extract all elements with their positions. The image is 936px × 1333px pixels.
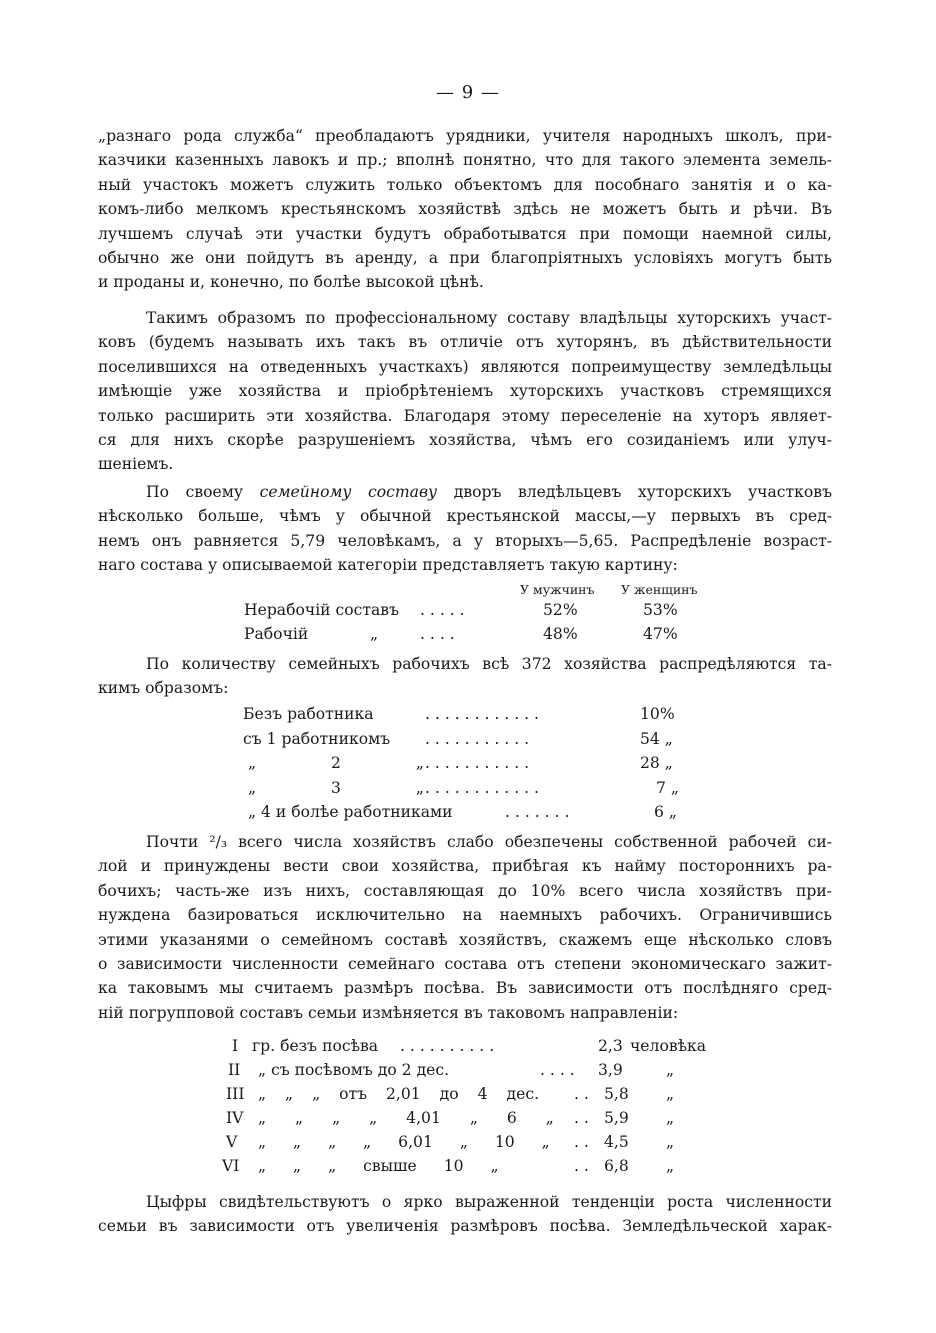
text-line: наго состава у описываемой категоріи представляетъ такую картину: [98,556,678,575]
table-row [0,1058,936,1082]
text-line: семьи въ зависимости отъ увеличенія размѣровъ посѣва. Земледѣльческой харак- [98,1217,832,1236]
text-line: немъ онъ равняется 5,79 человѣкамъ, а у вторыхъ—5,65. Распредѣленіе возраст- [98,531,832,550]
group-value: 2,3 [598,1037,623,1055]
row-dots: . . . . . . . . . . . . [425,705,540,723]
text-line: ковъ (будемъ называть ихъ такъ въ отличіе отъ хуторянъ, въ дѣйствительности [98,333,832,352]
emphasis-family-composition: семейному составу [259,483,438,501]
row-dots: . . [574,1157,589,1175]
row-dots: . . . . [540,1061,575,1079]
row-dots: . . [574,1109,589,1127]
group-unit: „ [666,1157,675,1175]
table-row [0,1130,936,1154]
text-line: обычно же они пойдутъ въ аренду, а при благопріятныхъ условіяхъ могутъ быть [98,249,832,268]
text-line: По своему семейному составу дворъ вледѣльцевъ хуторскихъ участковъ [146,483,832,501]
group-description: „ „ „ свыше 10 „ [258,1157,499,1175]
text-line: Цыфры свидѣтельствуютъ о ярко выраженной тенденціи роста численности [146,1193,832,1211]
group-numeral: II [228,1061,241,1079]
table-row [0,727,936,751]
row-label: „ 2 „ [248,754,424,772]
group-unit: „ [666,1061,675,1079]
column-header-women: У женщинъ [621,582,698,597]
text-line: этими указанями о семейномъ составѣ хозяйствъ, скажемъ еще нѣсколько словъ [98,930,832,949]
table-row [0,751,936,775]
text-line: ка таковымъ мы считаемъ размѣръ посѣва. Въ зависимости отъ послѣдняго сред- [98,979,832,998]
text-line: шеніемъ. [98,455,174,474]
row-value: 10% [640,705,675,723]
row-dots: . . . . . . . . . . . [425,754,530,772]
text-line: нѣсколько больше, чѣмъ у обычной крестьянской массы,—у первыхъ въ сред- [98,507,832,526]
text-line: казчики казенныхъ лавокъ и пр.; вполнѣ понятно, что для такого элемента земель- [98,151,832,170]
paragraph-3 [98,480,832,578]
group-description: „ „ „ „ 6,01 „ 10 „ [258,1133,550,1151]
group-description: гр. безъ посѣва [252,1037,379,1055]
group-numeral: VI [222,1157,240,1175]
text-line: ся для нихъ скорѣе разрушеніемъ хозяйства, чѣмъ его созиданіемъ или улуч- [98,431,832,450]
row-label: Нерабочій составъ [244,601,400,619]
text-line: комъ-либо мелкомъ крестьянскомъ хозяйствѣ здѣсь не можетъ быть и рѣчи. Въ [98,200,832,219]
row-label: Безъ работника [243,705,374,723]
row-label: Рабочій [244,625,309,643]
table-row [0,1082,936,1106]
row-dots: . . . . . . . . . . . . [425,779,540,797]
value-women: 53% [643,601,678,619]
group-unit: „ [666,1085,675,1103]
text-line: Такимъ образомъ по профессіональному составу владѣльцы хуторскихъ участ- [146,309,832,327]
text-line: „разнаго рода служба“ преобладаютъ урядники, учителя народныхъ школъ, при- [98,127,832,145]
value-men: 48% [543,625,578,643]
paragraph-6 [98,1190,832,1239]
value-women: 47% [643,625,678,643]
group-numeral: III [226,1085,245,1103]
row-value: 6 „ [654,803,677,821]
value-men: 52% [543,601,578,619]
text-line: Почти ²/₃ всего числа хозяйствъ слабо обезпечены собственной рабочей си- [146,833,832,851]
text-line: ній погрупповой составъ семьи измѣняется въ таковомъ направленіи: [98,1003,679,1022]
row-dots: . . . . . . . . . . [400,1037,495,1055]
row-label: „ 4 и болѣе работниками [248,803,453,821]
row-value: 54 „ [640,730,673,748]
group-numeral: I [232,1037,239,1055]
row-dots: . . [574,1085,589,1103]
group-value: 5,8 [604,1085,629,1103]
paragraph-5 [98,830,832,1025]
text-line: поселившихся на отведенныхъ участкахъ) являются попреимуществу земледѣльцы [98,357,832,376]
group-unit: „ [666,1109,675,1127]
group-value: 5,9 [604,1109,629,1127]
paragraph-4 [98,652,832,701]
text-line: только расширить эти хозяйства. Благодаря этому переселеніе на хуторъ являет- [98,406,832,425]
table-row [0,702,936,726]
paragraph-2 [98,306,832,477]
column-header-men: У мужчинъ [520,582,595,597]
text-line: кимъ образомъ: [98,679,229,698]
row-value: 28 „ [640,754,673,772]
group-numeral: V [226,1133,238,1151]
table-row [0,1106,936,1130]
text-line: бочихъ; часть-же изъ нихъ, составляющая до 10% всего числа хозяйствъ при- [98,881,832,900]
group-description: „ „ „ „ 4,01 „ 6 „ [258,1109,554,1127]
group-unit: человѣка [630,1037,707,1055]
row-dots: . . . . . . . . . . . [425,730,530,748]
row-dots: . . . . . . . [505,803,570,821]
text-line: ный участокъ можетъ служить только объектомъ для пособнаго занятія и о ка- [98,175,832,194]
text-line: лучшемъ случаѣ эти участки будутъ обработыватся при помощи наемной силы, [98,224,832,243]
group-description: „ съ посѣвомъ до 2 дес. [258,1061,450,1079]
group-description: „ „ „ отъ 2,01 до 4 дес. [258,1085,540,1103]
text-line: имѣющіе уже хозяйства и пріобрѣтеніемъ хуторскихъ участковъ стремящихся [98,382,832,401]
table-row [0,1154,936,1178]
table-row [0,776,936,800]
row-dots: . . . . [420,625,455,643]
table-row [0,622,936,646]
row-dots: . . . . . [420,601,465,619]
row-label: „ 3 „ [248,779,424,797]
ditto-mark: „ [370,625,379,643]
table-row [0,1034,936,1058]
row-label: съ 1 работникомъ [243,730,391,748]
page-number: — 9 — [436,82,500,103]
group-unit: „ [666,1133,675,1151]
row-dots: . . [574,1133,589,1151]
text-line: нуждена базироваться исключительно на наемныхъ рабочихъ. Ограничившись [98,906,832,925]
text-line: лой и принуждены вести свои хозяйства, прибѣгая къ найму постороннихъ ра- [98,857,832,876]
group-value: 3,9 [598,1061,623,1079]
group-value: 6,8 [604,1157,629,1175]
paragraph-1 [98,124,832,295]
table-row [0,800,936,824]
text-line: и проданы и, конечно, по болѣе высокой цѣнѣ. [98,273,484,292]
gender-table-header [0,578,936,598]
text-line: По количеству семейныхъ рабочихъ всѣ 372 хозяйства распредѣляются та- [146,655,832,673]
row-value: 7 „ [656,779,679,797]
table-row [0,598,936,622]
text-line: о зависимости численности семейнаго состава отъ степени экономическаго зажит- [98,955,832,974]
group-numeral: IV [226,1109,244,1127]
group-value: 4,5 [604,1133,629,1151]
